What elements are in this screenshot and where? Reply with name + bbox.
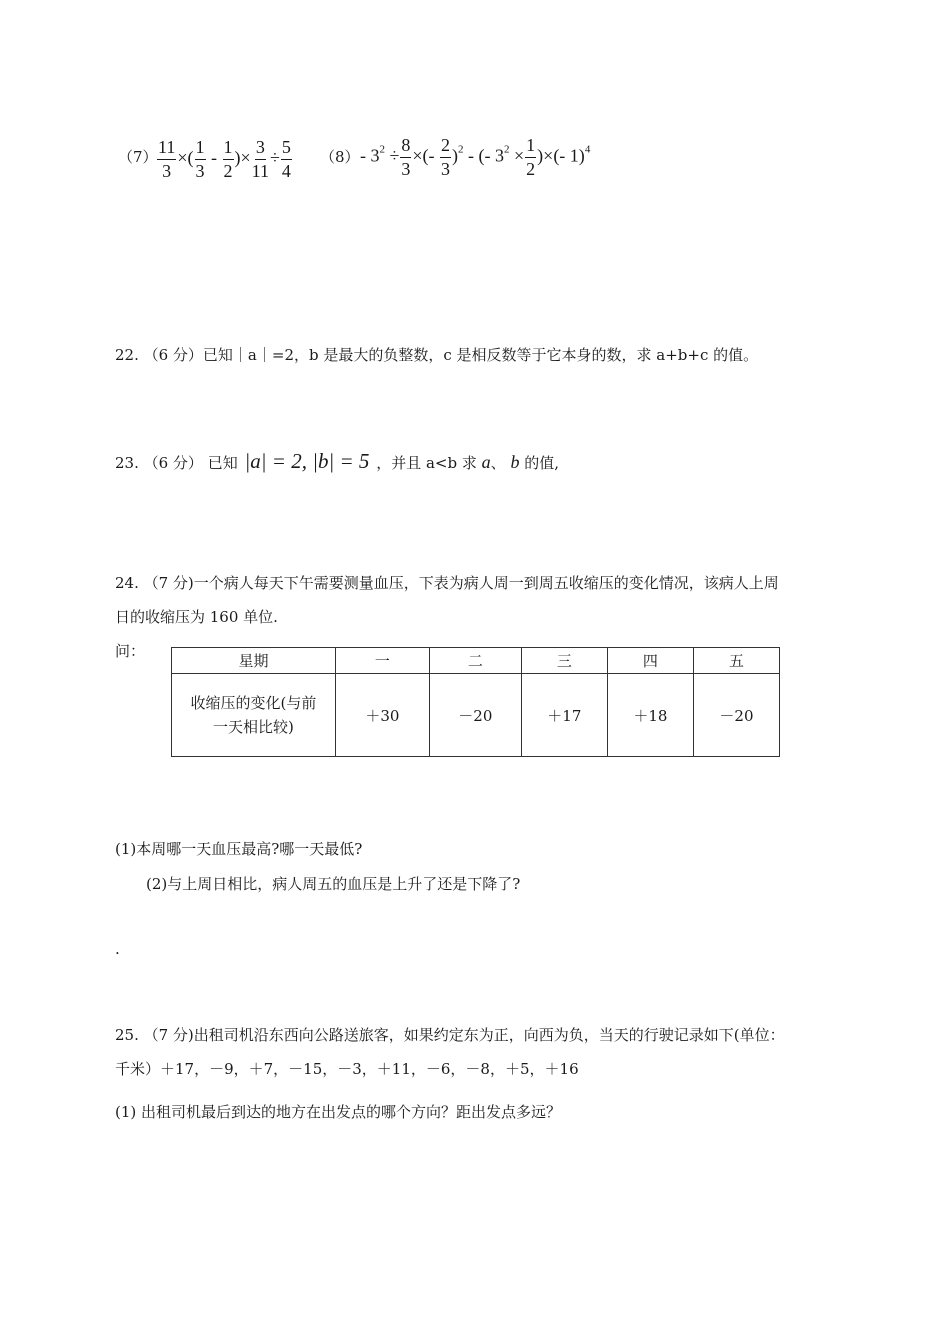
variable-b: b [510, 452, 520, 472]
table-row-label: 收缩压的变化(与前 一天相比较) [172, 674, 336, 757]
table-header-cell: 四 [607, 648, 693, 674]
question-25-sub-1: (1) 出租司机最后到达的地方在出发点的哪个方向？距出发点多远？ [115, 1103, 562, 1121]
question-24-line-2: 日的收缩压为 160 单位. [115, 608, 278, 626]
question-24-ask-label: 问： [115, 642, 146, 660]
table-header-cell: 五 [693, 648, 779, 674]
table-cell: ＋30 [335, 674, 429, 757]
table-header-cell: 一 [335, 648, 429, 674]
absolute-value-formula: |a| = 2, |b| = 5 [244, 449, 370, 473]
problem-7-expression: $\frac{11}{3}$ ×( $\frac{1}{3}$ - $\frac{1}{2}$ )× $\frac{3}{11}$ ÷ $\frac{5}{4}$ [158, 137, 291, 181]
variable-a: a [481, 452, 491, 472]
problem-8-label: （8） [320, 148, 360, 166]
fraction: $\frac{1}{2}$ [223, 137, 233, 181]
blood-pressure-table [171, 647, 780, 757]
fraction: $\frac{5}{4}$ [281, 137, 291, 181]
fraction: $\frac{1}{3}$ [195, 137, 205, 181]
fraction: $\frac{8}{3}$ [401, 135, 411, 179]
question-24-sub-1: (1)本周哪一天血压最高?哪一天最低? [115, 840, 363, 858]
table-row [172, 674, 780, 757]
stray-dot: . [115, 940, 120, 958]
fraction: $\frac{11}{3}$ [158, 137, 176, 181]
table-cell: ＋17 [521, 674, 607, 757]
question-24-line-1: 24. （7 分)一个病人每天下午需要测量血压，下表为病人周一到周五收缩压的变化情况，该病人上周 [115, 574, 779, 592]
question-22: 22. （6 分）已知｜a｜=2，b 是最大的负整数，c 是相反数等于它本身的数，求 a+b+c 的值。 [115, 346, 759, 364]
question-24-sub-2: (2)与上周日相比，病人周五的血压是上升了还是下降了? [146, 875, 521, 893]
question-25-line-1: 25. （7 分)出租司机沿东西向公路送旅客，如果约定东为正，向西为负，当天的行驶记录如下(单位： [115, 1026, 785, 1044]
table-header-cell: 三 [521, 648, 607, 674]
question-23: 23. （6 分） 已知 |a| = 2, |b| = 5 ，并且 a<b 求 a、 b 的值, [115, 449, 560, 473]
table-header-label: 星期 [172, 648, 336, 674]
problem-8-expression: - $3^2$ ÷ $\frac{8}{3}$ ×(- $\frac{2}{3}$ )$^2$ - (- $3^2$ × $\frac{1}{2}$ )×(- 1)$^4$ [360, 135, 591, 179]
table-cell: －20 [693, 674, 779, 757]
table-cell: ＋18 [607, 674, 693, 757]
table-header-cell: 二 [429, 648, 521, 674]
fraction: $\frac{1}{2}$ [526, 135, 536, 179]
question-25-line-2: 千米）＋17，－9，＋7，－15，－3，＋11，－6，－8，＋5，＋16 [115, 1060, 579, 1078]
problem-7-label: （7） [118, 148, 158, 166]
fraction: $\frac{3}{11}$ [251, 137, 269, 181]
fraction: $\frac{2}{3}$ [441, 135, 451, 179]
table-cell: －20 [429, 674, 521, 757]
table-header-row [172, 648, 780, 674]
